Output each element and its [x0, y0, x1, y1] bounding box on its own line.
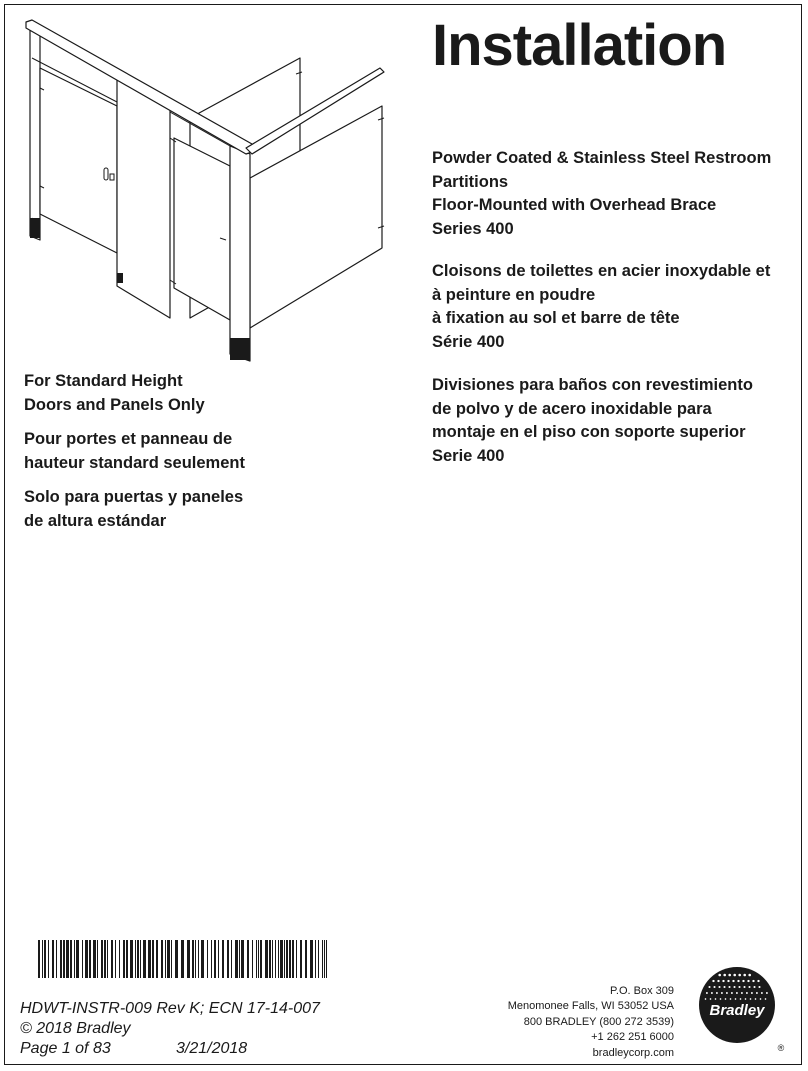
- logo-dot: [738, 974, 741, 977]
- barcode-bar: [60, 940, 62, 978]
- barcode-bar: [97, 940, 98, 978]
- logo-dot: [721, 992, 723, 994]
- barcode-bar: [66, 940, 69, 978]
- phone-intl: +1 262 251 6000: [591, 1031, 674, 1044]
- barcode-bar: [280, 940, 283, 978]
- barcode-bar: [44, 940, 46, 978]
- logo-dot: [760, 998, 762, 1000]
- product-title-english: [432, 147, 804, 241]
- title-line: Partitions: [432, 172, 509, 191]
- barcode-bar: [211, 940, 212, 978]
- barcode-bar: [324, 940, 325, 978]
- logo-dot: [735, 998, 737, 1000]
- logo-wordmark: Bradley: [709, 1002, 765, 1019]
- barcode-bar: [123, 940, 125, 978]
- note-line: Solo para puertas y paneles: [24, 488, 244, 507]
- note-french: [24, 428, 324, 475]
- barcode-bar: [181, 940, 184, 978]
- logo-dot: [752, 980, 754, 982]
- logo-dot: [757, 980, 759, 982]
- barcode-bar: [235, 940, 238, 978]
- barcode-bar: [38, 940, 40, 978]
- logo-dot: [720, 998, 722, 1000]
- contact-info: [508, 984, 674, 1061]
- barcode-bar: [214, 940, 216, 978]
- logo-dot: [732, 980, 734, 982]
- barcode-bar: [272, 940, 273, 978]
- barcode-bar: [130, 940, 133, 978]
- logo-dot: [728, 986, 730, 988]
- title-line: Floor-Mounted with Overhead Brace: [432, 196, 717, 215]
- barcode-bar: [241, 940, 244, 978]
- barcode-bar: [42, 940, 43, 978]
- logo-dot: [756, 992, 758, 994]
- note-line: de altura estándar: [24, 511, 167, 530]
- standard-height-notes: [24, 370, 324, 545]
- barcode-bar: [126, 940, 128, 978]
- barcode-bar: [192, 940, 194, 978]
- barcode-bar: [239, 940, 240, 978]
- barcode-bar: [269, 940, 271, 978]
- logo-dot: [738, 986, 740, 988]
- barcode-bar: [115, 940, 116, 978]
- logo-dot: [741, 992, 743, 994]
- logo-dot: [717, 980, 719, 982]
- barcode-bar: [231, 940, 232, 978]
- title-line: de polvo y de acero inoxidable para: [432, 399, 712, 418]
- barcode-bar: [152, 940, 154, 978]
- logo-dot: [710, 998, 712, 1000]
- barcode-bar: [93, 940, 96, 978]
- product-title-french: [432, 260, 804, 354]
- barcode-bar: [195, 940, 196, 978]
- title-line: Powder Coated & Stainless Steel Restroom: [432, 149, 772, 167]
- barcode-bar: [89, 940, 91, 978]
- logo-dot: [748, 986, 750, 988]
- barcode-bar: [63, 940, 65, 978]
- logo-dot: [758, 986, 760, 988]
- logo-dot: [730, 998, 732, 1000]
- barcode-bar: [148, 940, 151, 978]
- note-line: Doors and Panels Only: [24, 395, 205, 414]
- barcode-bar: [284, 940, 285, 978]
- logo-dot: [750, 998, 752, 1000]
- city: Menomonee Falls, WI 53052 USA: [507, 1000, 674, 1013]
- barcode-bar: [258, 940, 259, 978]
- logo-dot: [743, 986, 745, 988]
- barcode-bar: [247, 940, 249, 978]
- page-number: Page 1 of 83: [20, 1040, 111, 1057]
- logo-dot: [761, 992, 763, 994]
- barcode-bar: [218, 940, 219, 978]
- logo-dot: [718, 986, 720, 988]
- title-line: Cloisons de toilettes en acier inoxydable et: [432, 262, 771, 280]
- po-box: P.O. Box 309: [609, 985, 674, 997]
- barcode-bar: [101, 940, 103, 978]
- barcode-bar: [252, 940, 253, 978]
- product-title-spanish: [432, 374, 804, 468]
- barcode-bar: [201, 940, 204, 978]
- barcode-bar: [74, 940, 75, 978]
- logo-dot: [728, 974, 731, 977]
- title-line: à peinture en poudre: [432, 285, 596, 304]
- logo-dot: [723, 986, 725, 988]
- barcode-bar: [278, 940, 279, 978]
- logo-dot: [746, 992, 748, 994]
- barcode-bar: [107, 940, 108, 978]
- title-line: Series 400: [432, 219, 514, 238]
- barcode-bar: [56, 940, 57, 978]
- barcode-bar: [292, 940, 294, 978]
- barcode-bar: [167, 940, 170, 978]
- barcode-bar: [275, 940, 276, 978]
- barcode-bar: [76, 940, 79, 978]
- document-info: [20, 999, 370, 1059]
- barcode-bar: [318, 940, 319, 978]
- barcode-bar: [296, 940, 297, 978]
- barcode-bar: [135, 940, 136, 978]
- logo-dot: [712, 980, 714, 982]
- barcode-bar: [310, 940, 313, 978]
- barcode-bar: [140, 940, 141, 978]
- logo-dot: [723, 974, 726, 977]
- barcode-bar: [222, 940, 224, 978]
- logo-dot: [740, 998, 742, 1000]
- logo-dot: [753, 986, 755, 988]
- title-line: Divisiones para baños con revestimiento: [432, 376, 753, 394]
- barcode-bar: [111, 940, 113, 978]
- barcode-bar: [305, 940, 307, 978]
- barcode-bar: [48, 940, 49, 978]
- logo-dot: [722, 980, 724, 982]
- title-line: Serie 400: [432, 446, 505, 465]
- logo-dot: [727, 980, 729, 982]
- note-english: [24, 370, 324, 417]
- barcode-bar: [326, 940, 327, 978]
- logo-dot: [733, 986, 735, 988]
- barcode-bar: [161, 940, 163, 978]
- note-spanish: [24, 486, 324, 533]
- restroom-partition-illustration: [20, 18, 390, 366]
- bradley-logo: [699, 965, 787, 1053]
- logo-dot: [748, 974, 751, 977]
- barcode-bar: [171, 940, 172, 978]
- document-date: 3/21/2018: [176, 1040, 248, 1057]
- logo-dot: [745, 998, 747, 1000]
- barcode-bar: [265, 940, 268, 978]
- logo-dot: [751, 992, 753, 994]
- logo-dot: [742, 980, 744, 982]
- logo-dot: [736, 992, 738, 994]
- barcode: [38, 940, 330, 978]
- logo-dot: [733, 974, 736, 977]
- note-line: hauteur standard seulement: [24, 453, 245, 472]
- copyright: © 2018 Bradley: [20, 1020, 131, 1037]
- barcode-bar: [256, 940, 257, 978]
- logo-dot: [743, 974, 746, 977]
- logo-dot: [731, 992, 733, 994]
- logo-dot: [747, 980, 749, 982]
- logo-dot: [737, 980, 739, 982]
- logo-dot: [715, 998, 717, 1000]
- barcode-bar: [104, 940, 106, 978]
- barcode-bar: [198, 940, 199, 978]
- barcode-bar: [52, 940, 54, 978]
- barcode-bar: [137, 940, 139, 978]
- logo-dot: [713, 986, 715, 988]
- logo-dot: [711, 992, 713, 994]
- barcode-bar: [300, 940, 302, 978]
- barcode-bar: [187, 940, 190, 978]
- barcode-bar: [82, 940, 83, 978]
- page-and-date: [20, 1039, 370, 1059]
- logo-dot: [766, 992, 768, 994]
- phone-tollfree: 800 BRADLEY (800 272 3539): [523, 1015, 674, 1028]
- barcode-bar: [315, 940, 316, 978]
- registered-mark: ®: [777, 1043, 785, 1053]
- barcode-bar: [227, 940, 229, 978]
- barcode-bar: [207, 940, 208, 978]
- barcode-bar: [119, 940, 120, 978]
- logo-dot: [726, 992, 728, 994]
- barcode-bar: [286, 940, 288, 978]
- barcode-bar: [156, 940, 158, 978]
- logo-dot: [705, 998, 707, 1000]
- logo-dot: [708, 986, 710, 988]
- logo-dot: [755, 998, 757, 1000]
- logo-dot: [765, 998, 767, 1000]
- barcode-bar: [70, 940, 72, 978]
- logo-dot: [706, 992, 708, 994]
- barcode-bar: [175, 940, 178, 978]
- logo-dot: [725, 998, 727, 1000]
- title-line: Série 400: [432, 332, 505, 351]
- barcode-bar: [260, 940, 262, 978]
- logo-dot: [716, 992, 718, 994]
- page-title: Installation: [432, 13, 727, 78]
- note-line: For Standard Height: [24, 372, 183, 390]
- title-line: montaje en el piso con soporte superior: [432, 423, 746, 442]
- doc-number: HDWT-INSTR-009 Rev K; ECN 17-14-007: [20, 1000, 320, 1017]
- barcode-bar: [165, 940, 166, 978]
- title-line: à fixation au sol et barre de tête: [432, 309, 680, 328]
- website: bradleycorp.com: [592, 1046, 674, 1059]
- barcode-bar: [143, 940, 146, 978]
- logo-dot: [718, 974, 721, 977]
- note-line: Pour portes et panneau de: [24, 430, 233, 449]
- barcode-bar: [322, 940, 323, 978]
- barcode-bar: [85, 940, 88, 978]
- barcode-bar: [289, 940, 291, 978]
